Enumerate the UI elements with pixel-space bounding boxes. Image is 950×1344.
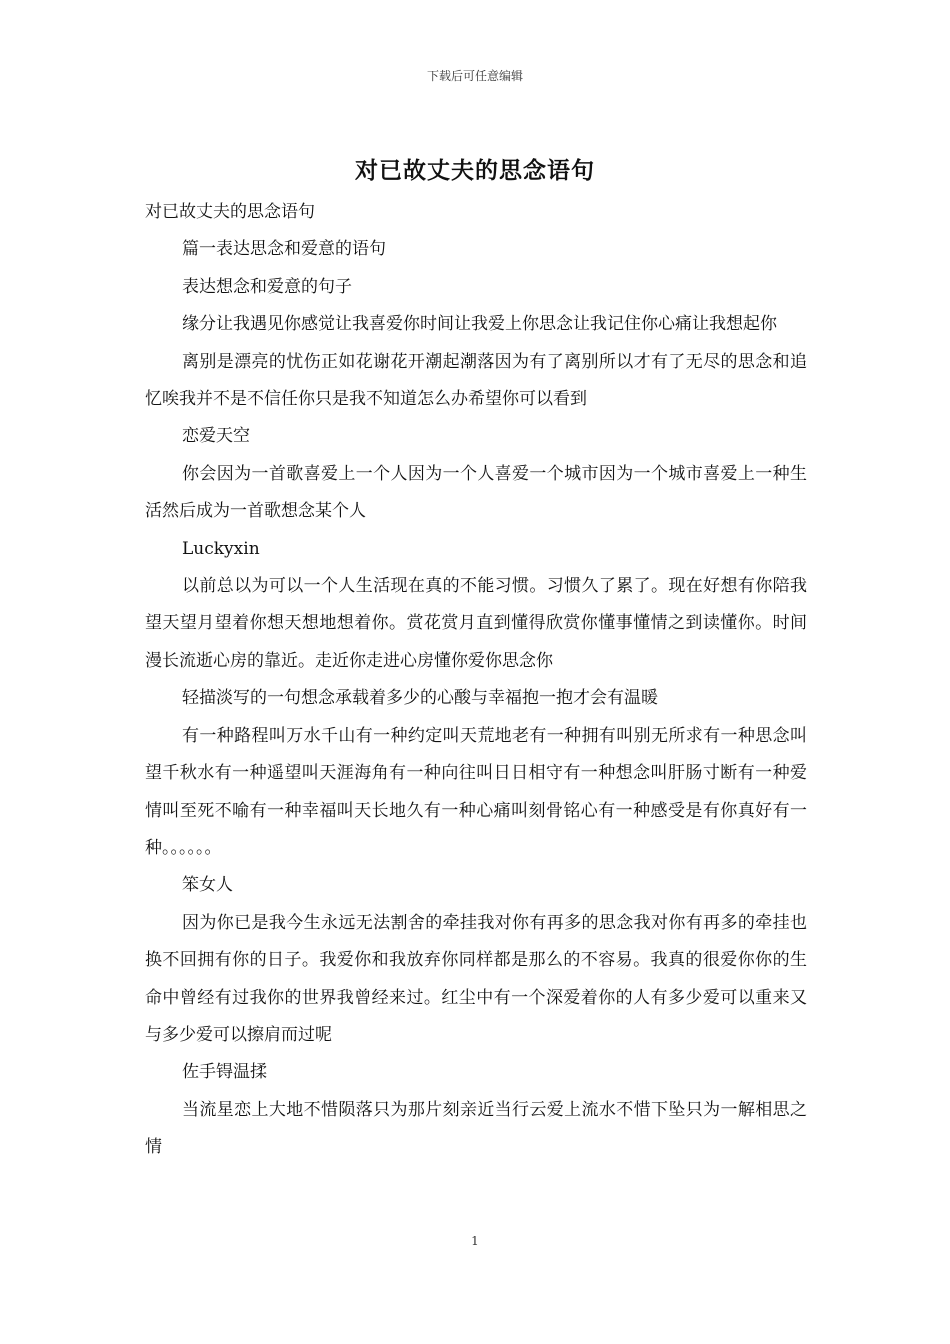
paragraph: 你会因为一首歌喜爱上一个人因为一个人喜爱一个城市因为一个城市喜爱上一种生活然后成为一首歌想念某个人	[145, 463, 807, 522]
paragraph: 轻描淡写的一句想念承载着多少的心酸与幸福抱一抱才会有温暖	[182, 688, 658, 709]
document-body	[145, 194, 807, 1167]
author-name: 笨女人	[182, 875, 233, 896]
paragraph: 对已故丈夫的思念语句	[145, 202, 315, 222]
paragraph: 因为你已是我今生永远无法割舍的牵挂我对你有再多的思念我对你有再多的牵挂也换不回拥有你的日子。我爱你和我放弃你同样都是那么的不容易。我真的很爱你你的生命中曾经有过我你的世界我曾经来过。红尘中有一个深爱着你的人有多少爱可以重来又与多少爱可以擦肩而过呢	[145, 912, 807, 1045]
document-title: 对已故丈夫的思念语句	[355, 158, 595, 184]
section-heading: 篇一表达思念和爱意的语句	[182, 239, 386, 260]
page-number: 1	[471, 1234, 479, 1248]
paragraph: 以前总以为可以一个人生活现在真的不能习惯。习惯久了累了。现在好想有你陪我望天望月望着你想天想地想着你。赏花赏月直到懂得欣赏你懂事懂情之到读懂你。时间漫长流逝心房的靠近。走近你走进心房懂你爱你思念你	[145, 576, 807, 671]
page-header-note: 下载后可任意编辑	[426, 69, 523, 83]
paragraph: 当流星恋上大地不惜陨落只为那片刻亲近当行云爱上流水不惜下坠只为一解相思之情	[145, 1099, 807, 1158]
paragraph: 缘分让我遇见你感觉让我喜爱你时间让我爱上你思念让我记住你心痛让我想起你	[182, 314, 777, 335]
paragraph: 有一种路程叫万水千山有一种约定叫天荒地老有一种拥有叫别无所求有一种思念叫望千秋水有一种遥望叫天涯海角有一种向往叫日日相守有一种想念叫肝肠寸断有一种爱情叫至死不喻有一种幸福叫天长地久有一种心痛叫刻骨铭心有一种感受是有你真好有一种。。。。。。	[145, 725, 807, 858]
author-name: 佐手锝温揉	[182, 1062, 267, 1083]
author-name: Luckyxin	[182, 538, 260, 559]
author-name: 恋爱天空	[182, 426, 250, 447]
paragraph: 离别是漂亮的忧伤正如花谢花开潮起潮落因为有了离别所以才有了无尽的思念和追忆唉我并不是不信任你只是我不知道怎么办希望你可以看到	[145, 351, 807, 410]
subsection-heading: 表达想念和爱意的句子	[182, 276, 352, 297]
